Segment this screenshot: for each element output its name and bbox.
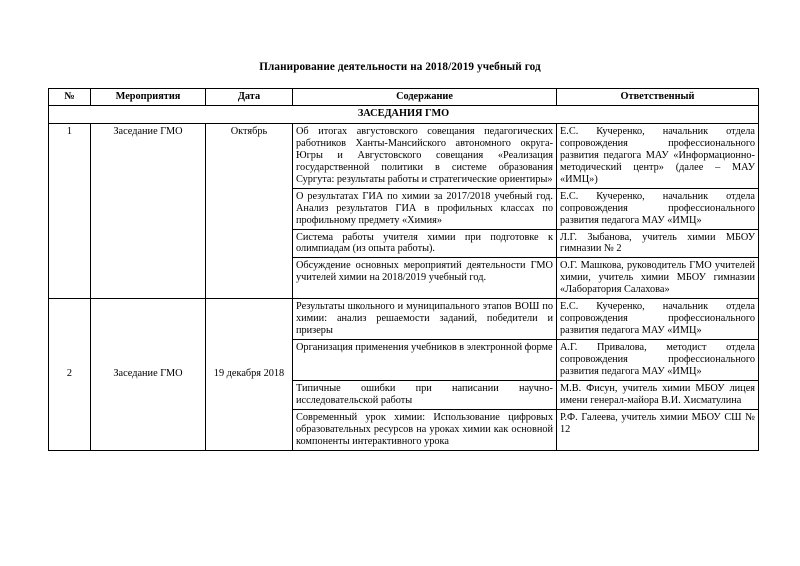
table-row <box>49 299 759 340</box>
page-title: Планирование деятельности на 2018/2019 учебный год <box>259 61 541 73</box>
row-event: Заседание ГМО <box>91 299 206 450</box>
section-banner-row <box>49 106 759 124</box>
row-date: 19 декабря 2018 <box>206 299 293 450</box>
row-date: Октябрь <box>206 124 293 299</box>
column-header-number: № <box>49 89 91 106</box>
row-responsible: Р.Ф. Галеева, учитель химии МБОУ СШ № 12 <box>557 409 759 450</box>
column-header-event: Мероприятия <box>91 89 206 106</box>
column-header-content: Содержание <box>293 89 557 106</box>
row-content: Современный урок химии: Использование цифровых образовательных ресурсов на уроках химии как основной компоненты интерактивного урока <box>293 409 557 450</box>
row-responsible: М.В. Фисун, учитель химии МБОУ лицея имени генерал-майора В.И. Хисматулина <box>557 380 759 409</box>
row-content: Система работы учителя химии при подготовке к олимпиадам (из опыта работы). <box>293 229 557 258</box>
row-content: Результаты школьного и муниципального этапов ВОШ по химии: анализ решаемости заданий, победители и призеры <box>293 299 557 340</box>
row-content: Обсуждение основных мероприятий деятельности ГМО учителей химии на 2018/2019 учебный год. <box>293 258 557 299</box>
row-content: Об итогах августовского совещания педагогических работников Ханты-Мансийского автономного округа-Югры и Августовского совещания «Реализация государственной политики в системе образования Сургута: результаты работы и стратегические ориентиры» <box>293 124 557 189</box>
row-responsible: О.Г. Машкова, руководитель ГМО учителей химии, учитель химии МБОУ гимназии «Лаборатория Салахова» <box>557 258 759 299</box>
row-number: 2 <box>49 299 91 450</box>
row-content: Типичные ошибки при написании научно-исследовательской работы <box>293 380 557 409</box>
row-number: 1 <box>49 124 91 299</box>
column-header-responsible: Ответственный <box>557 89 759 106</box>
row-responsible: Е.С. Кучеренко, начальник отдела сопровождения профессионального развития педагога МАУ «Информационно-методический центр» (далее – МАУ «ИМЦ») <box>557 124 759 189</box>
row-content: О результатах ГИА по химии за 2017/2018 учебный год. Анализ результатов ГИА в профильных классах по профильному предмету «Химия» <box>293 188 557 229</box>
table-row <box>49 124 759 189</box>
row-responsible: А.Г. Привалова, методист отдела сопровождения профессионального развития педагога МАУ «ИМЦ» <box>557 340 759 381</box>
row-responsible: Е.С. Кучеренко, начальник отдела сопровождения профессионального развития педагога МАУ «ИМЦ» <box>557 188 759 229</box>
section-banner: ЗАСЕДАНИЯ ГМО <box>49 106 759 124</box>
table-header-row <box>49 89 759 106</box>
row-event: Заседание ГМО <box>91 124 206 299</box>
column-header-date: Дата <box>206 89 293 106</box>
row-responsible: Л.Г. Зыбанова, учитель химии МБОУ гимназии № 2 <box>557 229 759 258</box>
row-responsible: Е.С. Кучеренко, начальник отдела сопровождения профессионального развития педагога МАУ «ИМЦ» <box>557 299 759 340</box>
row-content: Организация применения учебников в электронной форме <box>293 340 557 381</box>
activity-planning-table <box>48 88 759 451</box>
